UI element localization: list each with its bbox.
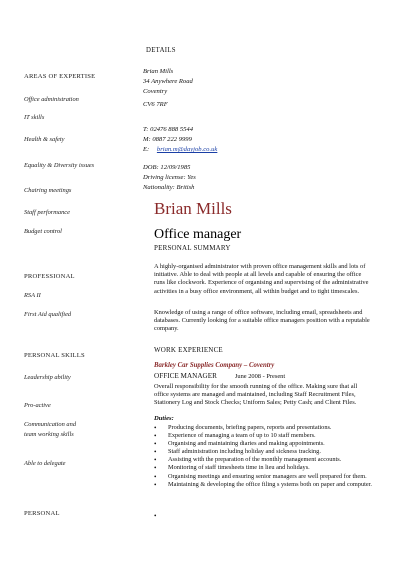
skill-staff-performance: Staff performance bbox=[24, 209, 70, 216]
contact-phone: T: 02476 888 5544 bbox=[143, 126, 194, 133]
address-line2: Coventry bbox=[143, 88, 168, 95]
contact-block bbox=[143, 125, 217, 155]
personal-proactive: Pro-active bbox=[24, 402, 51, 409]
duties-list bbox=[154, 424, 374, 489]
company-name: Barkley Car Supplies Company – Coventry bbox=[154, 362, 275, 369]
details-heading: DETAILS bbox=[146, 47, 176, 54]
personal-skills-heading: PERSONAL SKILLS bbox=[24, 352, 85, 359]
role-title: OFFICE MANAGER bbox=[154, 372, 217, 380]
contact-dob: DOB: 12/09/1985 bbox=[143, 164, 191, 171]
list-item: • Monitoring of staff timesheets time in lieu and holidays. bbox=[154, 464, 374, 472]
contact-driving: Driving license: Yes bbox=[143, 174, 196, 181]
professional-rsa: RSA II bbox=[24, 292, 41, 299]
summary-paragraph-1: A highly-organised administrator with proven office management skills and lots of initiative. Able to deal with people at all levels and capable of ensuring the office runs like clockwork. Experience of organising and supervising of the administrative activities in a busy office environment, all within budget and to tight timescales. bbox=[154, 263, 369, 295]
personal-summary-heading: PERSONAL SUMMARY bbox=[154, 244, 231, 252]
personal-leadership: Leadership ability bbox=[24, 374, 71, 381]
address-line1: 34 Anywhere Road bbox=[143, 78, 193, 85]
skill-health-safety: Health & safety bbox=[24, 136, 65, 143]
role-dates: June 2008 - Present bbox=[234, 373, 286, 380]
list-item: • Staff administration including holiday and sickness tracking. bbox=[154, 448, 374, 456]
professional-heading: PROFESSIONAL bbox=[24, 273, 75, 280]
skill-budget-control: Budget control bbox=[24, 228, 62, 235]
duties-label: Duties: bbox=[154, 415, 174, 422]
skill-equality-diversity: Equality & Diversity issues bbox=[24, 162, 95, 169]
empty-bullet-icon: • bbox=[154, 512, 157, 520]
work-experience-heading: WORK EXPERIENCE bbox=[154, 346, 223, 354]
contact-email-prefix: E: bbox=[143, 146, 150, 153]
skill-it: IT skills bbox=[24, 114, 45, 121]
address-name: Brian Mills bbox=[143, 68, 174, 75]
personal-team-working: team working skills bbox=[24, 431, 74, 438]
areas-of-expertise-heading: AREAS OF EXPERTISE bbox=[24, 73, 96, 80]
list-item: • Organising and maintaining diaries and making appointments. bbox=[154, 440, 374, 448]
list-item: • Assisting with the preparation of the monthly management accounts. bbox=[154, 456, 374, 464]
personal-communication: Communication and bbox=[24, 421, 77, 428]
list-item: • Experience of managing a team of up to 10 staff members. bbox=[154, 432, 374, 440]
summary-paragraph-2: Knowledge of using a range of office software, including email, spreadsheets and databases. Currently looking for a suitable office managers position with a reputable company. bbox=[154, 309, 370, 333]
contact-nationality: Nationality: British bbox=[143, 184, 195, 191]
personal-details-block bbox=[143, 163, 196, 193]
personal-heading: PERSONAL bbox=[24, 510, 60, 517]
candidate-name: Brian Mills bbox=[154, 199, 232, 218]
list-item: • Producing documents, briefing papers, reports and presentations. bbox=[154, 424, 374, 432]
personal-delegate: Able to delegate bbox=[24, 460, 66, 467]
contact-email-row bbox=[143, 145, 217, 155]
contact-mobile: M: 0887 222 9999 bbox=[143, 136, 192, 143]
address-block bbox=[143, 67, 193, 97]
job-title: Office manager bbox=[154, 227, 242, 242]
list-item: • Organising meetings and ensuring senior managers are well prepared for them. bbox=[154, 473, 374, 481]
skill-chairing-meetings: Chairing meetings bbox=[24, 187, 72, 194]
list-item: • Maintaining & developing the office filing s ystems both on paper and computer. bbox=[154, 481, 374, 489]
role-overview: Overall responsibility for the smooth running of the office. Making sure that all office systems are managed and maintained, including Staff Recruitment Files, Stationery Log and Stock Checks; Uniform Sales; Petty Cash; and Client Files. bbox=[154, 383, 358, 407]
role-row bbox=[154, 372, 285, 380]
professional-first-aid: First Aid qualified bbox=[24, 311, 72, 318]
contact-email-link[interactable]: brian.m@dayjob.co.uk bbox=[156, 146, 218, 153]
address-postcode: CV6 7RF bbox=[143, 101, 168, 108]
skill-office-administration: Office administration bbox=[24, 96, 79, 103]
